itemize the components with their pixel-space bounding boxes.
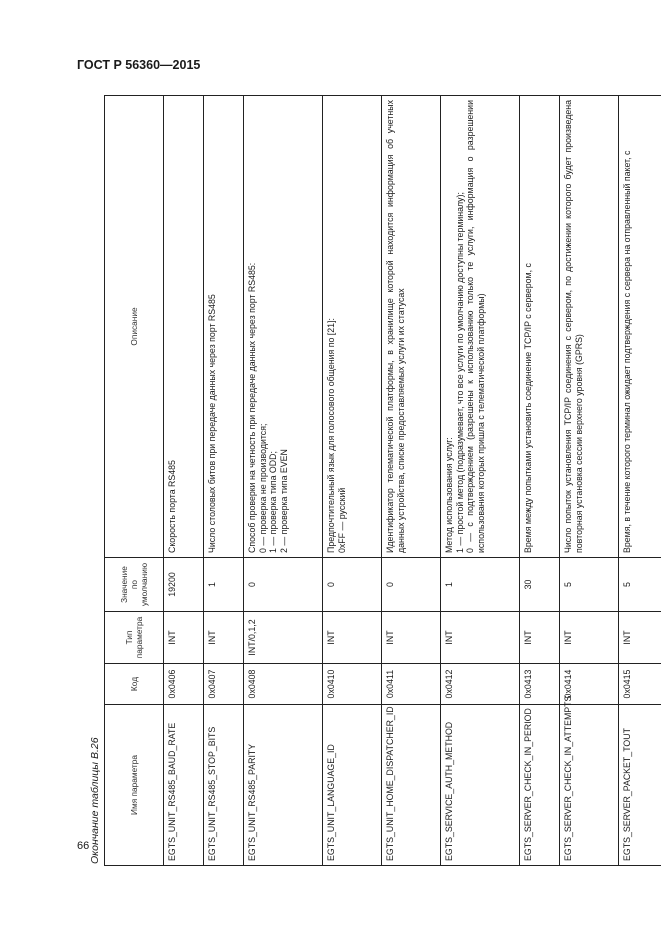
cell-description: Число попыток установления TCP/IP соединения с сервером, по достижении которого будет произведена повторная установка сессии верхнего уровня (GPRS) bbox=[560, 96, 619, 558]
header-default: Значение по умолчанию bbox=[105, 558, 164, 612]
cell-type: INT/0,1,2 bbox=[244, 612, 323, 664]
cell-type: INT bbox=[323, 612, 382, 664]
header-code: Код bbox=[105, 664, 164, 705]
cell-description: Предпочтительный язык для голосового общения по [21]: 0xFF — русский bbox=[323, 96, 382, 558]
cell-default: 30 bbox=[520, 558, 560, 612]
cell-code: 0x0408 bbox=[244, 664, 323, 705]
table-row bbox=[244, 96, 323, 866]
cell-type: INT bbox=[441, 612, 520, 664]
cell-name: EGTS_SERVER_CHECK_IN_ATTEMPTS bbox=[560, 705, 619, 866]
page-number: 66 bbox=[77, 840, 90, 852]
cell-description: Идентификатор телематической платформы, в хранилище которой находится информация об учетных данных устройства, списке предоставляемых услуги их статусах bbox=[382, 96, 441, 558]
cell-description: Способ проверки на четность при передаче данных через порт RS485: 0 — проверка не производится; 1 — проверка типа ODD; 2 — проверка типа EVEN bbox=[244, 96, 323, 558]
table-row bbox=[520, 96, 560, 866]
table-row bbox=[382, 96, 441, 866]
cell-code: 0x0406 bbox=[164, 664, 204, 705]
table-caption: Окончание таблицы В.26 bbox=[89, 737, 101, 864]
cell-description: Метод использования услуг: 1 — простой метод (подразумевает, что все услуги по умолчанию доступны терминалу); 0 — с подтверждением (разрешены к использованию только те услуги, информация о разрешении использования которых пришла с телематической платформы) bbox=[441, 96, 520, 558]
document-header: ГОСТ Р 56360—2015 bbox=[77, 58, 201, 72]
cell-name: EGTS_UNIT_LANGUAGE_ID bbox=[323, 705, 382, 866]
rotated-table-block bbox=[86, 96, 632, 866]
cell-name: EGTS_SERVER_PACKET_TOUT bbox=[619, 705, 661, 866]
table-row bbox=[323, 96, 382, 866]
cell-name: EGTS_SERVER_CHECK_IN_PERIOD bbox=[520, 705, 560, 866]
parameters-table bbox=[104, 95, 661, 866]
cell-name: EGTS_UNIT_RS485_STOP_BITS bbox=[204, 705, 244, 866]
table-row bbox=[441, 96, 520, 866]
cell-type: INT bbox=[560, 612, 619, 664]
table-header-row bbox=[105, 96, 164, 866]
cell-name: EGTS_SERVICE_AUTH_METHOD bbox=[441, 705, 520, 866]
table-row bbox=[204, 96, 244, 866]
cell-code: 0x0411 bbox=[382, 664, 441, 705]
cell-description: Время, в течение которого терминал ожидает подтверждения с сервера на отправленный пакет, с bbox=[619, 96, 661, 558]
cell-description: Скорость порта RS485 bbox=[164, 96, 204, 558]
cell-type: INT bbox=[382, 612, 441, 664]
cell-default: 5 bbox=[619, 558, 661, 612]
cell-default: 0 bbox=[323, 558, 382, 612]
cell-code: 0x0413 bbox=[520, 664, 560, 705]
table-row bbox=[164, 96, 204, 866]
cell-code: 0x0410 bbox=[323, 664, 382, 705]
cell-description: Число столовых битов при передаче данных через порт RS485 bbox=[204, 96, 244, 558]
cell-type: INT bbox=[520, 612, 560, 664]
cell-type: INT bbox=[204, 612, 244, 664]
cell-description: Время между попытками установить соединение TCP/IP с сервером, с bbox=[520, 96, 560, 558]
cell-name: EGTS_UNIT_RS485_BAUD_RATE bbox=[164, 705, 204, 866]
cell-default: 19200 bbox=[164, 558, 204, 612]
header-name: Имя параметра bbox=[105, 705, 164, 866]
cell-name: EGTS_UNIT_RS485_PARITY bbox=[244, 705, 323, 866]
header-type: Тип параметра bbox=[105, 612, 164, 664]
cell-default: 1 bbox=[441, 558, 520, 612]
cell-type: INT bbox=[164, 612, 204, 664]
cell-default: 0 bbox=[244, 558, 323, 612]
cell-default: 5 bbox=[560, 558, 619, 612]
cell-code: 0x0415 bbox=[619, 664, 661, 705]
table-row bbox=[560, 96, 619, 866]
header-description: Описание bbox=[105, 96, 164, 558]
cell-code: 0x0407 bbox=[204, 664, 244, 705]
cell-type: INT bbox=[619, 612, 661, 664]
cell-default: 0 bbox=[382, 558, 441, 612]
table-row bbox=[619, 96, 661, 866]
cell-default: 1 bbox=[204, 558, 244, 612]
cell-code: 0x0412 bbox=[441, 664, 520, 705]
cell-code: 0x0414 bbox=[560, 664, 619, 705]
cell-name: EGTS_UNIT_HOME_DISPATCHER_ID bbox=[382, 705, 441, 866]
